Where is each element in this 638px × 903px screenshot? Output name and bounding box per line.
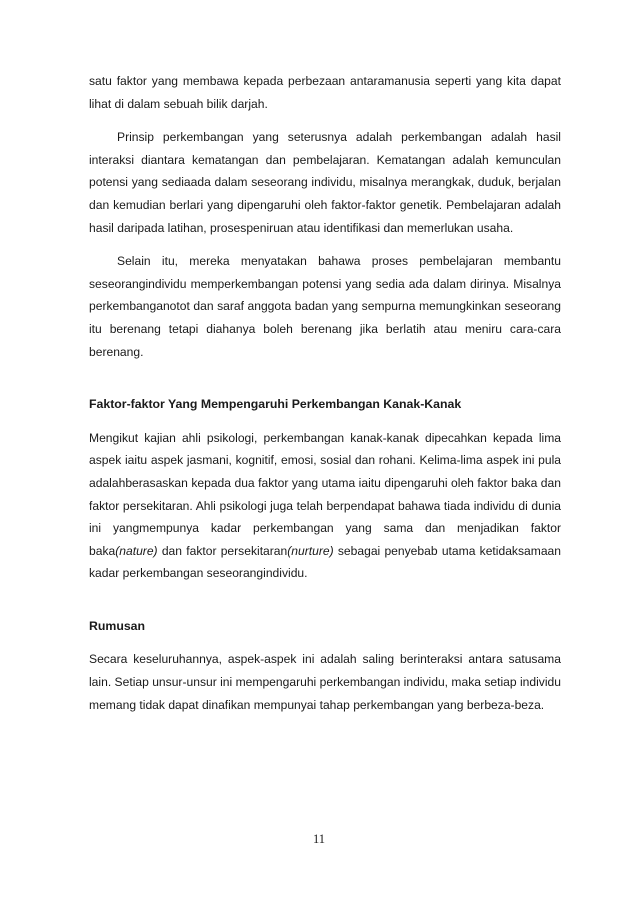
paragraph-2: Prinsip perkembangan yang seterusnya adalah perkembangan adalah hasil interaksi diantara kematangan dan pembelajaran. Kematangan adalah kemunculan potensi yang sediaada dalam seseorang individu, misalnya merangkak, duduk, berjalan dan kemudian berlari yang dipengaruhi oleh faktor-faktor genetik. Pembelajaran adalah hasil daripada latihan, prosespeniruan atau identifikasi dan memerlukan usaha. [89,130,561,235]
paragraph-faktor [89,427,561,585]
section-heading-faktor: Faktor-faktor Yang Mempengaruhi Perkembangan Kanak-Kanak [89,397,462,412]
section-heading-rumusan: Rumusan [89,618,146,633]
term-nature: (nature) [115,543,158,558]
faktor-text-c: sebagai penyebab utama ketidaksamaan kadar perkembangan seseorangindividu. [89,543,562,581]
paragraph-rumusan: Secara keseluruhannya, aspek-aspek ini adalah saling berinteraksi antara satusama lain. Setiap unsur-unsur ini mempengaruhi perkembangan individu, maka setiap individu memang tidak dapat dinafikan mempunyai tahap perkembangan yang berbeza-beza. [89,652,561,712]
faktor-text-b: dan faktor persekitaran [157,543,288,558]
document-page [89,70,561,716]
page-number: 11 [312,832,326,846]
paragraph-3: Selain itu, mereka menyatakan bahawa proses pembelajaran membantu seseorangindividu memperkembangan potensi yang sedia ada dalam dirinya. Misalnya perkembanganotot dan saraf anggota badan yang sempurna memungkinkan seseorang itu berenang tetapi diahanya boleh berenang jika berlatih atau meniru cara-cara berenang. [89,254,561,359]
faktor-text-a: Mengikut kajian ahli psikologi, perkembangan kanak-kanak dipecahkan kepada lima aspek iaitu aspek jasmani, kognitif, emosi, sosial dan rohani. Kelima-lima aspek ini pula adalahberasaskan kepada dua faktor yang utama iaitu dipengaruhi oleh faktor baka dan faktor persekitaran. Ahli psikologi juga telah berpendapat bahawa tiada individu di dunia ini yangmempunya kadar perkembangan yang sama dan menjadikan faktor baka [89,430,561,558]
paragraph-1: satu faktor yang membawa kepada perbezaan antaramanusia seperti yang kita dapat lihat di dalam sebuah bilik darjah. [89,74,561,111]
term-nurture: (nurture) [287,543,334,558]
